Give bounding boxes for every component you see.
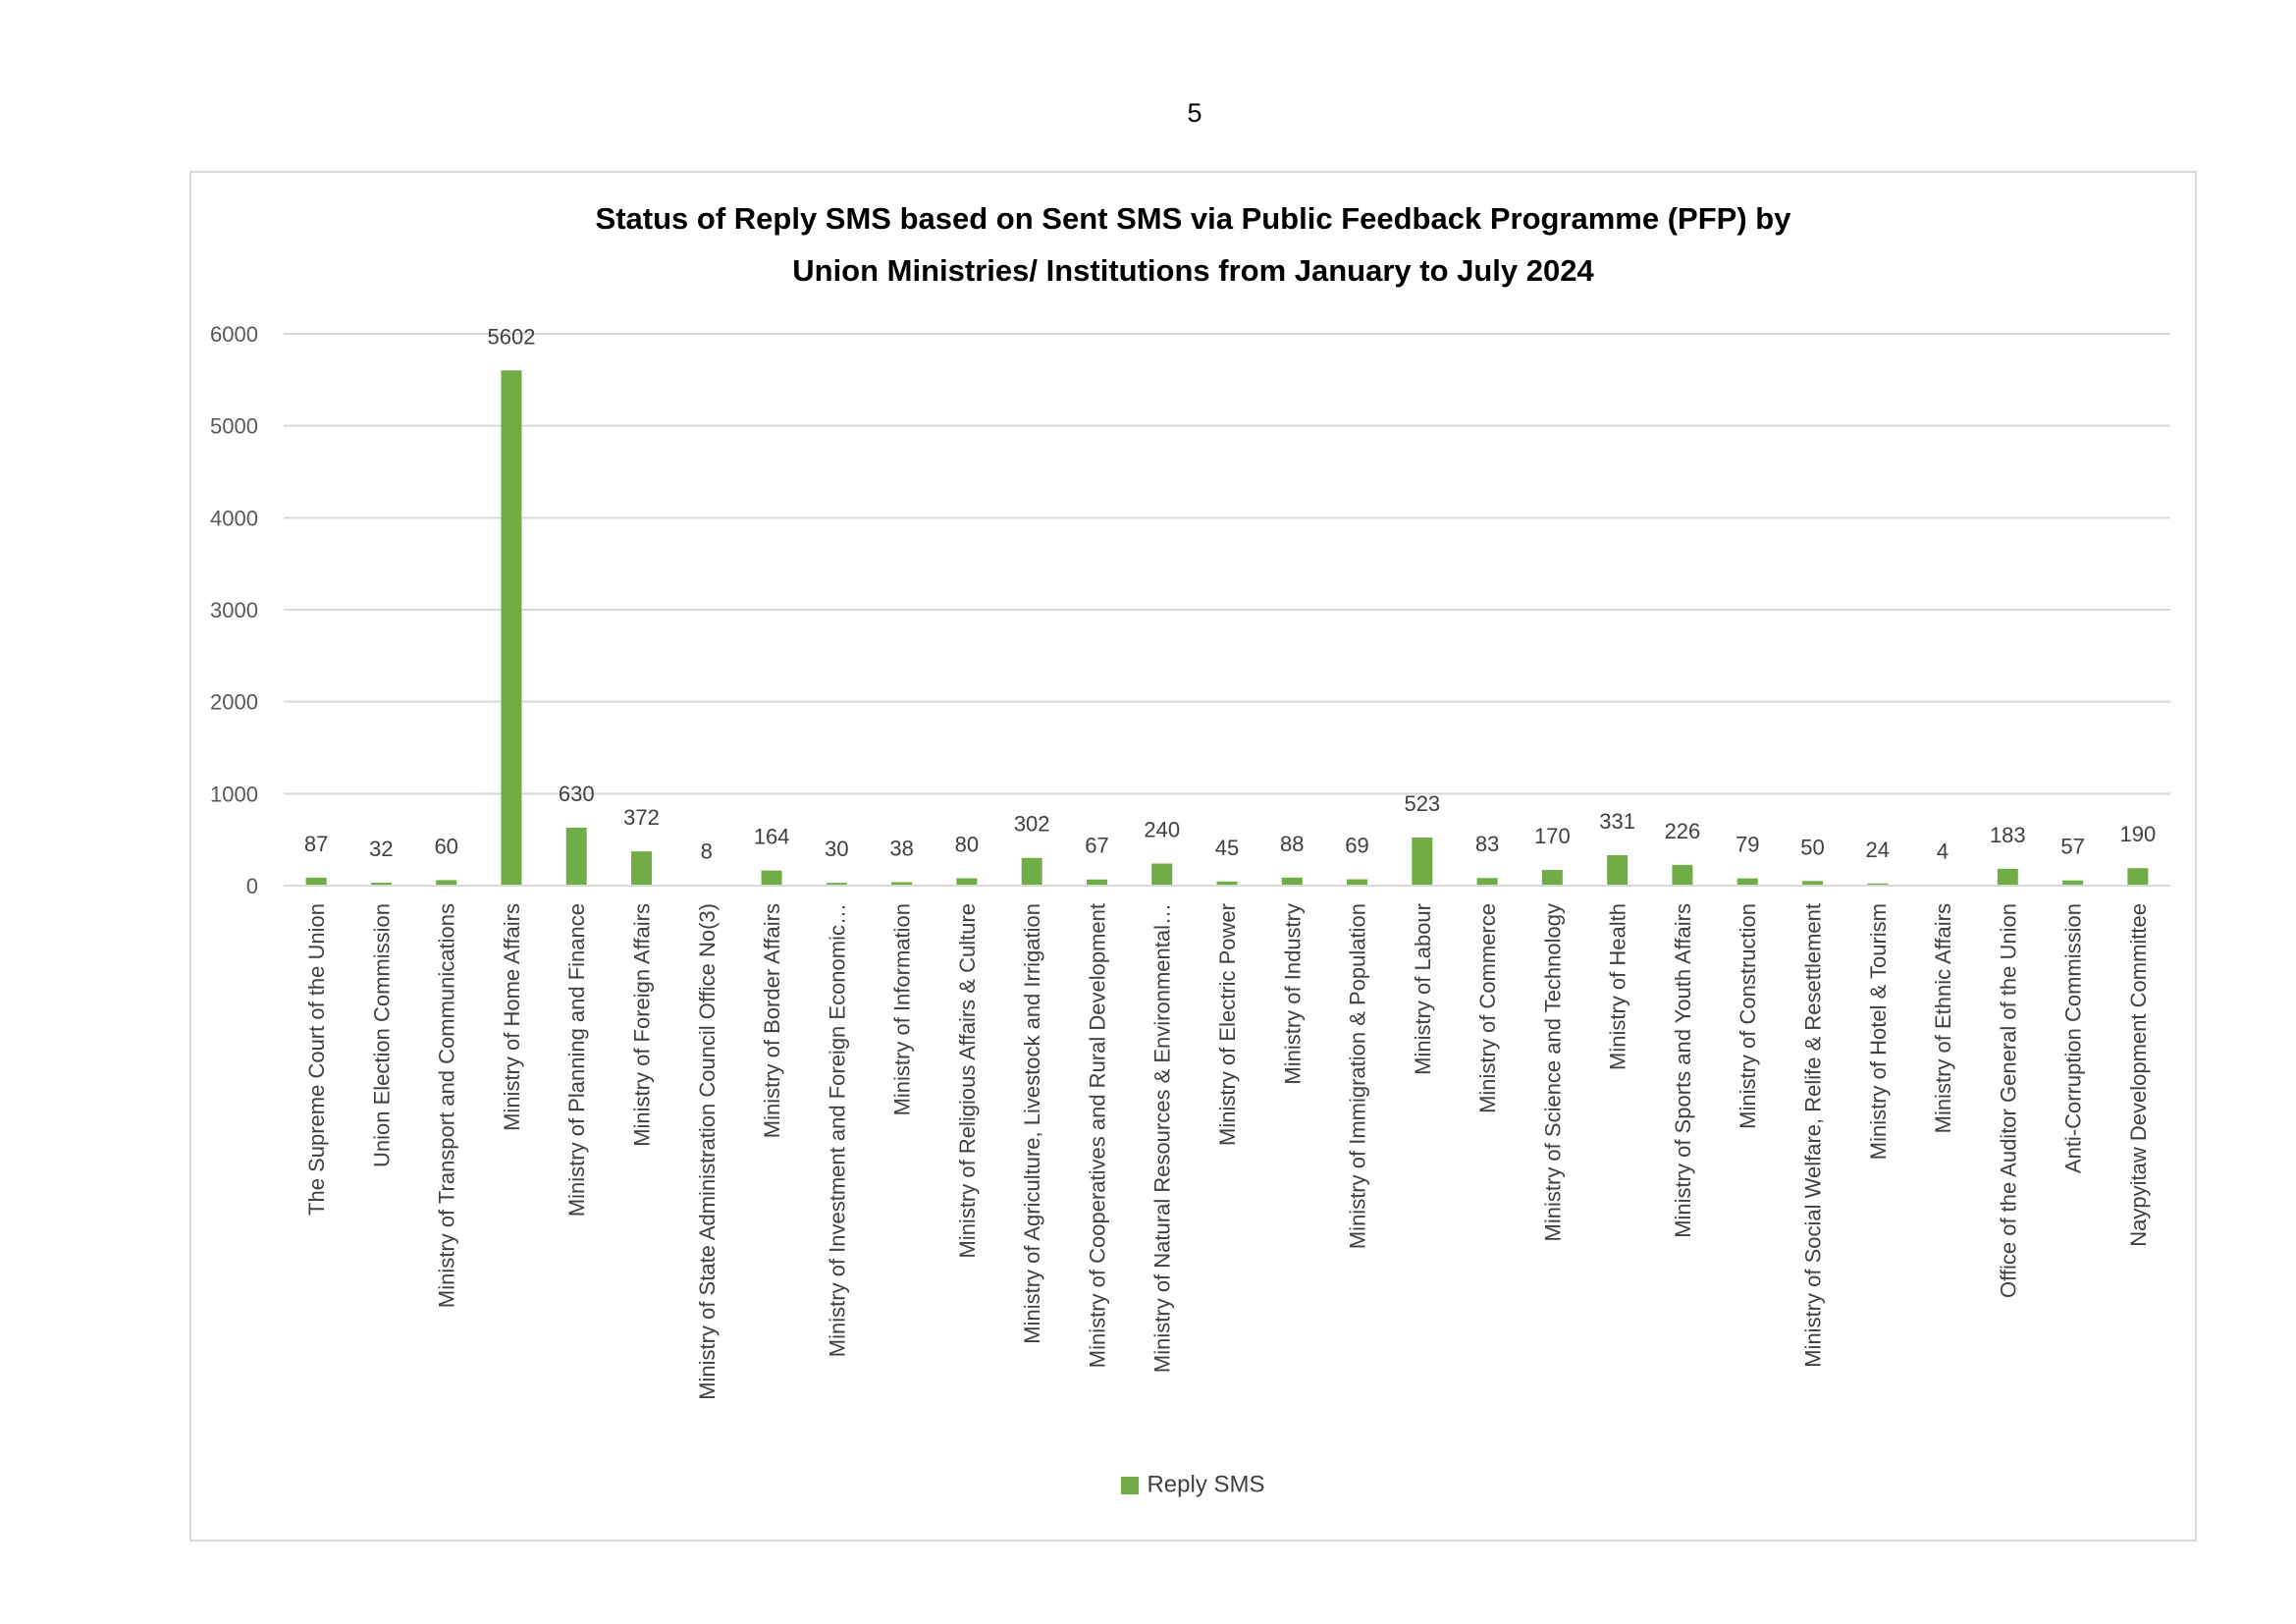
x-tick-label: Ministry of Religious Affairs & Culture bbox=[954, 903, 980, 1259]
data-label: 60 bbox=[434, 834, 458, 859]
bar bbox=[1282, 878, 1303, 886]
x-tick-label: Ministry of Hotel & Tourism bbox=[1865, 903, 1891, 1161]
x-tick-label: Ministry of Immigration & Population bbox=[1345, 903, 1370, 1250]
page-number: 5 bbox=[1187, 98, 1202, 128]
data-label: 8 bbox=[700, 839, 713, 864]
x-tick-label: Ministry of Electric Power bbox=[1215, 903, 1240, 1146]
x-tick-label: Union Election Commission bbox=[369, 903, 395, 1167]
bar bbox=[956, 879, 977, 886]
data-label: 88 bbox=[1280, 831, 1305, 856]
data-label: 30 bbox=[825, 837, 849, 862]
bar bbox=[2127, 868, 2148, 886]
data-label: 83 bbox=[1474, 832, 1500, 857]
data-label: 4 bbox=[1936, 839, 1949, 864]
data-label: 372 bbox=[623, 805, 660, 831]
y-tick-label: 1000 bbox=[210, 782, 258, 807]
x-tick-label: Office of the Auditor General of the Union bbox=[1996, 903, 2021, 1298]
bar bbox=[1737, 879, 1758, 886]
data-label: 87 bbox=[303, 831, 329, 856]
x-tick-label: Naypyitaw Development Committee bbox=[2125, 903, 2151, 1247]
data-label: 170 bbox=[1534, 824, 1571, 849]
chart-area bbox=[189, 171, 2197, 1542]
data-label: 630 bbox=[558, 781, 595, 806]
x-tick-label: Ministry of Social Welfare, Relife & Resettlement bbox=[1800, 903, 1826, 1368]
bar bbox=[501, 370, 521, 886]
data-label: 302 bbox=[1013, 811, 1050, 837]
bar bbox=[1412, 838, 1432, 886]
x-tick-label: Ministry of Agriculture, Livestock and Irrigation bbox=[1020, 903, 1045, 1344]
y-tick-label: 4000 bbox=[210, 506, 258, 531]
bar bbox=[1607, 855, 1628, 886]
bar bbox=[1672, 865, 1692, 886]
data-label: 80 bbox=[954, 832, 980, 857]
bar bbox=[566, 828, 587, 886]
data-label: 67 bbox=[1085, 833, 1109, 858]
data-label: 24 bbox=[1865, 837, 1891, 862]
x-tick-label: Ministry of Construction bbox=[1735, 903, 1761, 1129]
y-tick-label: 2000 bbox=[210, 689, 258, 715]
data-label: 5602 bbox=[487, 324, 536, 350]
x-tick-label: Ministry of Foreign Affairs bbox=[629, 903, 655, 1147]
data-label: 32 bbox=[369, 837, 394, 862]
x-tick-label: Ministry of Science and Technology bbox=[1540, 903, 1566, 1242]
data-label: 164 bbox=[753, 824, 790, 849]
bar bbox=[631, 851, 652, 886]
data-label: 183 bbox=[1989, 822, 2026, 847]
bar bbox=[1151, 864, 1172, 886]
data-label: 523 bbox=[1404, 791, 1441, 817]
chart-subtitle: Union Ministries/ Institutions from January to July 2024 bbox=[792, 253, 1594, 288]
x-tick-label: Ministry of Cooperatives and Rural Development bbox=[1085, 903, 1110, 1369]
x-tick-label: Ministry of Commerce bbox=[1475, 903, 1501, 1113]
x-tick-label: Ministry of Investment and Foreign Economic… bbox=[825, 903, 850, 1358]
bar bbox=[306, 878, 327, 886]
chart-title: Status of Reply SMS based on Sent SMS via Public Feedback Programme (PFP) by bbox=[595, 201, 1791, 236]
y-tick-label: 0 bbox=[245, 874, 258, 898]
y-tick-label: 6000 bbox=[210, 322, 258, 347]
x-tick-label: Ministry of Transport and Communications bbox=[434, 903, 459, 1309]
bar bbox=[1542, 870, 1563, 886]
legend-swatch bbox=[1121, 1477, 1139, 1494]
bar bbox=[1022, 858, 1042, 886]
data-label: 331 bbox=[1599, 808, 1636, 834]
legend-label: Reply SMS bbox=[1147, 1471, 1265, 1498]
data-label: 226 bbox=[1664, 818, 1701, 843]
data-label: 50 bbox=[1800, 835, 1825, 860]
y-tick-label: 3000 bbox=[210, 598, 258, 623]
bar bbox=[1998, 869, 2018, 886]
data-label: 69 bbox=[1345, 833, 1369, 858]
x-tick-label: Anti-Corruption Commission bbox=[2060, 903, 2086, 1174]
x-tick-label: Ministry of Border Affairs bbox=[760, 903, 785, 1139]
data-label: 57 bbox=[2060, 834, 2085, 859]
data-label: 45 bbox=[1214, 835, 1240, 860]
x-tick-label: Ministry of State Administration Council Office No(3) bbox=[694, 903, 720, 1400]
x-tick-label: Ministry of Health bbox=[1605, 903, 1630, 1070]
x-tick-label: Ministry of Natural Resources & Environmental… bbox=[1149, 903, 1175, 1374]
data-label: 240 bbox=[1144, 817, 1181, 842]
x-tick-label: Ministry of Labour bbox=[1410, 903, 1435, 1075]
legend bbox=[191, 1471, 2195, 1499]
y-tick-label: 5000 bbox=[210, 413, 258, 439]
data-label: 38 bbox=[889, 836, 914, 861]
bar bbox=[762, 871, 782, 886]
x-tick-label: Ministry of Ethnic Affairs bbox=[1931, 903, 1956, 1134]
x-tick-label: Ministry of Home Affairs bbox=[499, 903, 524, 1131]
bar-chart bbox=[191, 173, 2199, 1543]
x-tick-label: Ministry of Information bbox=[889, 903, 915, 1116]
x-tick-label: Ministry of Sports and Youth Affairs bbox=[1670, 903, 1695, 1238]
bar bbox=[1477, 878, 1498, 886]
x-tick-label: Ministry of Industry bbox=[1280, 903, 1306, 1085]
x-tick-label: The Supreme Court of the Union bbox=[304, 903, 330, 1216]
data-label: 79 bbox=[1735, 832, 1760, 857]
x-tick-label: Ministry of Planning and Finance bbox=[564, 903, 590, 1218]
data-label: 190 bbox=[2119, 822, 2157, 847]
